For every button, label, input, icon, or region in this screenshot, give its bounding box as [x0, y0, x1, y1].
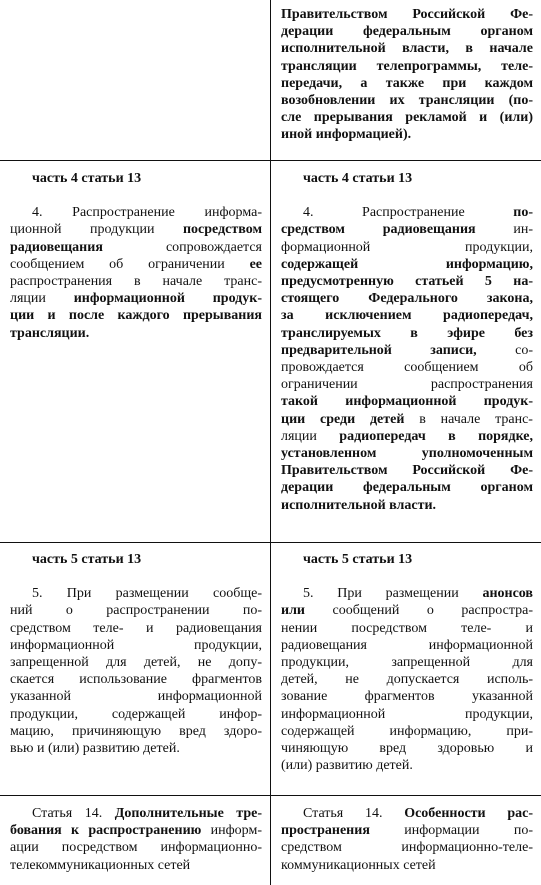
text-run: мацию, причиняющую вред здоро-: [10, 723, 262, 739]
row1-right-header: часть 4 статьи 13: [303, 171, 413, 186]
bold-run: предусмотренную статьей 5 на-: [281, 274, 533, 290]
text-line: [281, 479, 533, 496]
bold-run: Правительством Российской Фе-: [281, 463, 533, 479]
bold-run: информационной продук-: [73, 291, 262, 307]
text-line: [10, 273, 262, 290]
text-run: продукции, содержащей инфор-: [10, 706, 262, 722]
text-run: зование фрагментов указанной: [281, 689, 533, 705]
text-line: [281, 221, 533, 238]
text-line: [281, 706, 533, 723]
text-run: ляции: [281, 428, 340, 444]
text-run: распространения в начале транс-: [10, 274, 262, 290]
text-run: ционной продукции: [10, 222, 183, 238]
text-line: [281, 307, 533, 324]
text-run: продукции, запрещенной для: [281, 655, 533, 671]
text-line: трансляции телепрограммы, теле-: [281, 58, 533, 74]
text-line: [281, 239, 533, 256]
bold-run: исполнительной власти.: [281, 497, 437, 513]
text-run: 4. Распространение: [303, 205, 514, 221]
text-run: 4. Распространение информа-: [32, 205, 262, 221]
text-line: [281, 637, 533, 654]
row3-left-text: [10, 805, 262, 874]
text-run: нении посредством теле- и: [281, 620, 533, 636]
row2-right-text: [281, 585, 533, 774]
bold-run: стоящего Федерального закона,: [281, 291, 533, 307]
bold-run: ее: [249, 256, 262, 272]
bold-run: установленном уполномоченным: [281, 446, 533, 462]
text-line: [281, 671, 533, 688]
text-run: содержащей информацию, при-: [281, 723, 533, 739]
bold-run: содержащей информацию,: [281, 256, 533, 272]
text-line: [281, 256, 533, 273]
row-divider: [0, 795, 541, 796]
text-line: [281, 757, 533, 774]
text-line: Правительством Российской Фе-: [281, 7, 533, 22]
text-line: [10, 325, 262, 342]
text-line: [281, 688, 533, 705]
row1-right-cell: [281, 170, 533, 514]
bold-run: ции среди детей: [281, 411, 405, 427]
text-line: [281, 428, 533, 445]
text-run: чиняющую вред здоровью и: [281, 741, 533, 757]
text-line: [281, 376, 533, 393]
column-divider: [270, 0, 271, 885]
bold-run: по-: [513, 205, 533, 221]
text-line: [281, 585, 533, 602]
text-line: [281, 325, 533, 342]
text-line: [281, 342, 533, 359]
text-line: [281, 273, 533, 290]
text-line: [281, 602, 533, 619]
text-run: вью и (или) развитию детей.: [10, 741, 180, 757]
text-run: информационной продукции,: [281, 706, 533, 722]
text-line: [10, 654, 262, 671]
text-run: ограничении распространения: [281, 377, 533, 393]
row3-left-cell: [10, 805, 262, 874]
text-line: [281, 857, 533, 874]
text-run: радиовещания информационной: [281, 637, 533, 653]
bold-run: такой информационной продук-: [281, 394, 533, 410]
text-run: в начале транс-: [404, 411, 533, 427]
text-line: [10, 637, 262, 654]
bold-run: за исключением радиопередач,: [281, 308, 533, 324]
row-divider: [0, 542, 541, 543]
text-line: [281, 411, 533, 428]
text-run: Статья 14.: [303, 806, 405, 821]
text-run: сообщений о распростра-: [305, 603, 533, 619]
text-run: со-: [476, 342, 533, 358]
text-line: [281, 393, 533, 410]
text-run: Статья 14.: [32, 806, 115, 821]
bold-run: радиопередач в порядке,: [339, 428, 534, 444]
text-line: [281, 805, 533, 822]
text-line: передачи, а также при каждом: [281, 75, 533, 91]
row0-right-cell: [281, 6, 533, 144]
text-line: [281, 654, 533, 671]
text-line: [10, 723, 262, 740]
bold-run: транслируемых в эфире без: [281, 325, 533, 341]
text-line: [10, 688, 262, 705]
row2-left-cell: [10, 551, 262, 757]
text-line: [10, 805, 262, 822]
text-run: ации посредством информационно-: [10, 840, 262, 856]
text-line: [10, 221, 262, 238]
text-run: ин-: [475, 222, 533, 238]
text-run: запрещенной для детей, не допу-: [10, 655, 262, 671]
row2-right-header: часть 5 статьи 13: [303, 552, 413, 567]
row1-left-cell: [10, 170, 262, 342]
text-line: исполнительной власти, в начале: [281, 41, 533, 57]
text-run: указанной информационной: [10, 689, 262, 705]
text-line: [10, 839, 262, 856]
text-line: [281, 290, 533, 307]
text-line: [10, 671, 262, 688]
text-line: [10, 620, 262, 637]
text-run: информ-: [201, 823, 262, 839]
text-line: [10, 256, 262, 273]
text-line: [10, 822, 262, 839]
text-run: телекоммуникационных сетей: [10, 857, 191, 873]
bold-run: трансляции.: [10, 325, 90, 341]
text-line: [281, 822, 533, 839]
text-run: (или) развитию детей.: [281, 758, 413, 774]
row-divider: [0, 160, 541, 161]
text-line: [281, 620, 533, 637]
text-line: [10, 602, 262, 619]
text-line: [10, 585, 262, 602]
bold-run: средством радиовещания: [281, 222, 476, 238]
text-run: формационной продукции,: [281, 239, 533, 255]
text-line: [10, 740, 262, 757]
bold-run: Особенности рас-: [404, 806, 533, 821]
text-run: средством теле- и радиовещания: [10, 620, 262, 636]
text-run: коммуникационных сетей: [281, 857, 436, 873]
text-run: 5. При размещении сообще-: [32, 586, 262, 602]
bold-run: Дополнительные тре-: [114, 806, 262, 821]
bold-run: радиовещания: [10, 239, 103, 255]
text-run: информационной продукции,: [10, 637, 262, 653]
text-line: [10, 290, 262, 307]
text-line: [281, 723, 533, 740]
row3-right-text: [281, 805, 533, 874]
bold-run: анонсов: [482, 586, 533, 602]
text-line: [281, 740, 533, 757]
text-line: сле прерывания рекламой и (или): [281, 110, 533, 126]
text-run: информации по-: [369, 823, 533, 839]
text-line: [281, 839, 533, 856]
text-line: [281, 497, 533, 514]
text-run: ний о распространении по-: [10, 603, 262, 619]
text-run: детей, не допускается исполь-: [281, 672, 533, 688]
row1-right-text: [281, 204, 533, 514]
text-run: сопровождается: [102, 239, 262, 255]
text-run: ляции: [10, 291, 74, 307]
bold-run: ции и после каждого прерывания: [10, 308, 262, 324]
text-run: сообщением об ограничении: [10, 256, 250, 272]
bold-run: посредством: [182, 222, 262, 238]
bold-run: или: [281, 603, 305, 619]
text-line: [10, 239, 262, 256]
row2-left-header: часть 5 статьи 13: [32, 552, 142, 567]
text-run: 5. При размещении: [303, 586, 483, 602]
bold-run: дерации федеральным органом: [281, 480, 533, 496]
text-line: [281, 462, 533, 479]
bold-run: предварительной записи,: [281, 342, 477, 358]
text-line: [10, 307, 262, 324]
row2-left-text: [10, 585, 262, 757]
text-line: [281, 445, 533, 462]
row2-right-cell: [281, 551, 533, 774]
text-line: [281, 359, 533, 376]
text-line: [10, 706, 262, 723]
text-line: [10, 204, 262, 221]
text-run: скается использование фрагментов: [10, 672, 262, 688]
bold-run: пространения: [281, 823, 370, 839]
text-line: [10, 857, 262, 874]
row1-left-header: часть 4 статьи 13: [32, 171, 142, 186]
text-line: возобновлении их трансляции (по-: [281, 93, 533, 109]
text-line: [281, 204, 533, 221]
text-run: средством информационно-теле-: [281, 840, 533, 856]
text-run: провождается сообщением об: [281, 360, 533, 376]
text-line: иной информацией).: [281, 127, 412, 143]
row1-left-text: [10, 204, 262, 342]
text-line: дерации федеральным органом: [281, 24, 533, 40]
bold-run: бования к распространению: [10, 823, 202, 839]
row3-right-cell: [281, 805, 533, 874]
